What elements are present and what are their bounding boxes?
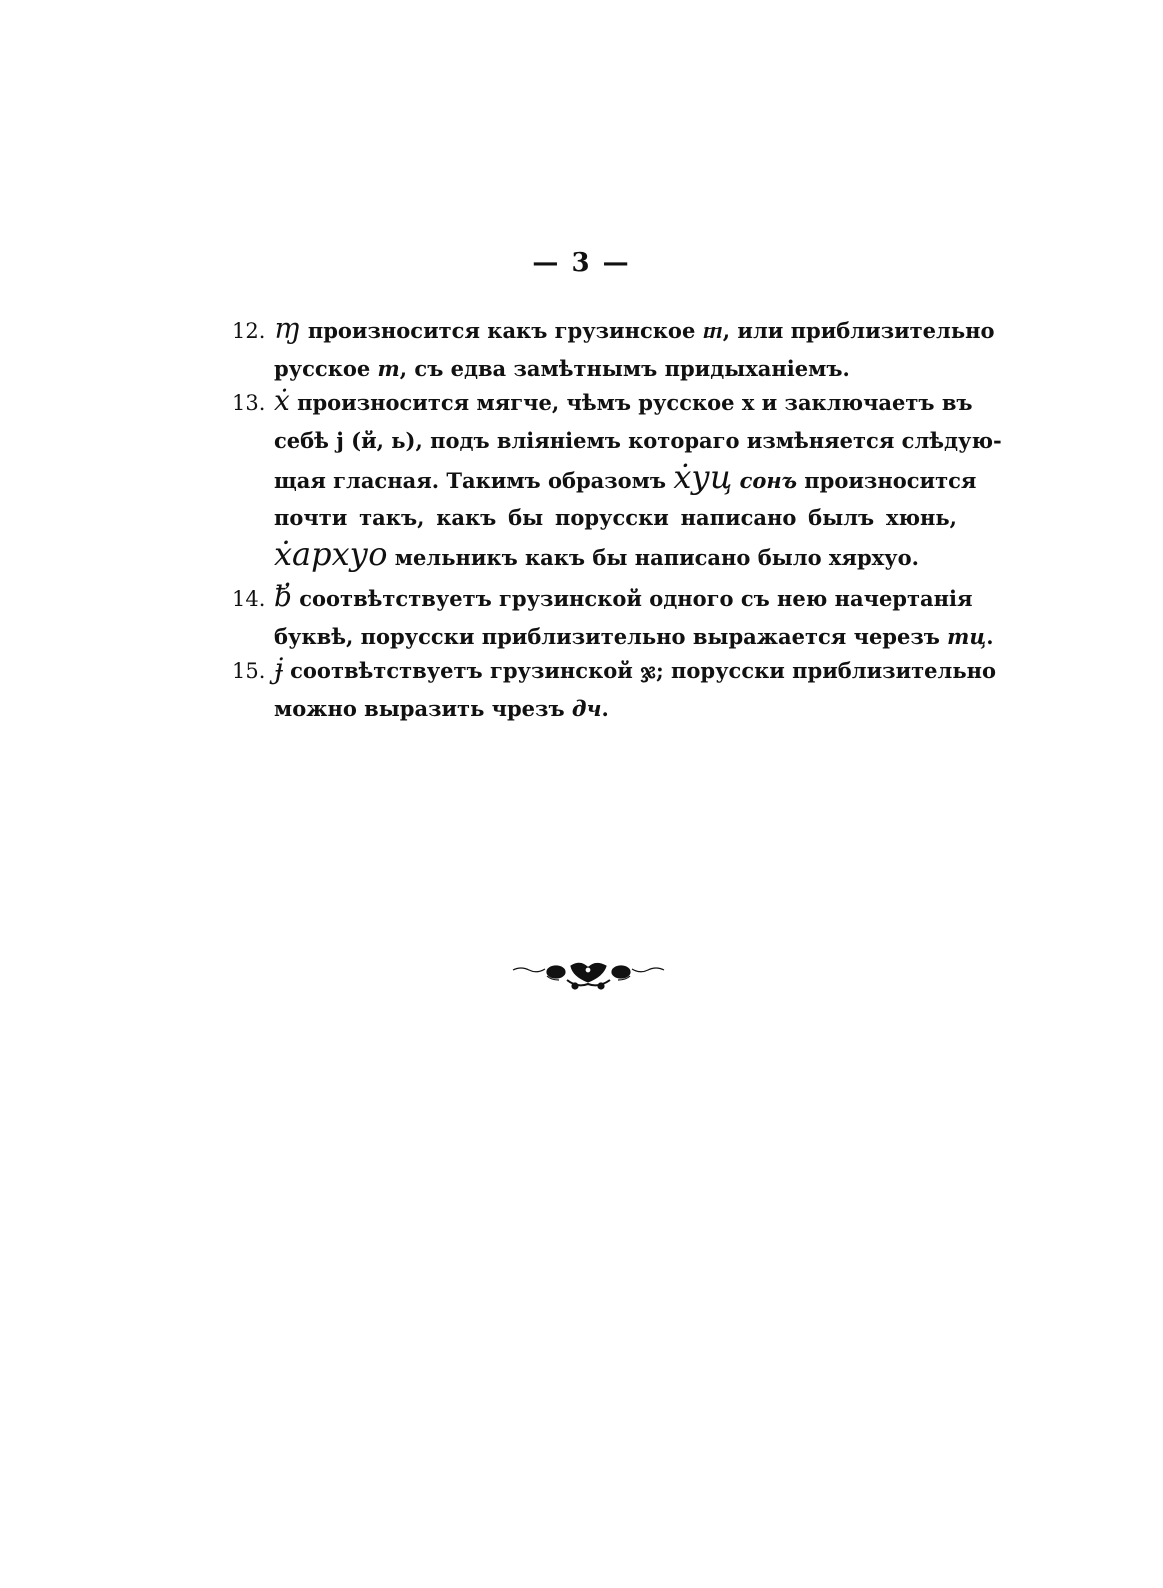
entry-13 <box>232 382 1002 576</box>
entry-text: себѣ j (й, ь), подъ вліяніемъ котораго измѣняется слѣдую- <box>274 428 1002 453</box>
italic-letter: т <box>377 356 400 381</box>
gloss: сонъ <box>739 468 797 493</box>
entry-text: русское <box>274 356 378 381</box>
entry-text: , съ едва замѣтнымъ придыханіемъ. <box>399 356 850 381</box>
entry-text: . <box>601 696 609 721</box>
script-letter: ɱ <box>274 312 301 345</box>
script-letter: ẋ <box>274 384 290 417</box>
entry-text: щая гласная. Такимъ образомъ <box>274 468 667 493</box>
entry-number: 15. <box>232 659 266 683</box>
script-letter: ɉ <box>274 652 283 685</box>
entry-text: мельникъ какъ бы написано было хярхуо. <box>394 545 919 570</box>
script-word: ẋарxуо <box>274 535 388 573</box>
entry-text: произносится <box>804 468 977 493</box>
entry-number: 12. <box>232 319 266 343</box>
entry-15 <box>232 650 996 727</box>
entry-14 <box>232 578 994 655</box>
entry-text: буквѣ, порусски приблизительно выражается черезъ <box>274 624 940 649</box>
entry-text: почти такъ, какъ бы порусски написано былъ хюнь, <box>274 505 957 530</box>
script-word: ẋуц <box>673 458 733 496</box>
italic-letters: тц <box>947 624 987 649</box>
italic-letters: дч <box>571 696 602 721</box>
entry-text: . <box>986 624 994 649</box>
entry-12 <box>232 310 995 387</box>
entry-number: 13. <box>232 391 266 415</box>
entry-text: соотвѣтствуетъ грузинской ჯ; порусски приблизительно <box>290 658 996 683</box>
entry-text: произносится мягче, чѣмъ русское х и заключаетъ въ <box>297 390 973 415</box>
entry-text: соотвѣтствуетъ грузинской одного съ нею начертанія <box>299 586 973 611</box>
entry-text: можно выразить чрезъ <box>274 696 565 721</box>
page-number: — 3 — <box>532 248 631 278</box>
script-letter: ƀ̓ <box>274 580 292 613</box>
entry-text: произносится какъ грузинское ⴇ, или приблизительно <box>307 318 995 343</box>
printer-ornament <box>511 958 666 998</box>
entry-number: 14. <box>232 587 266 611</box>
